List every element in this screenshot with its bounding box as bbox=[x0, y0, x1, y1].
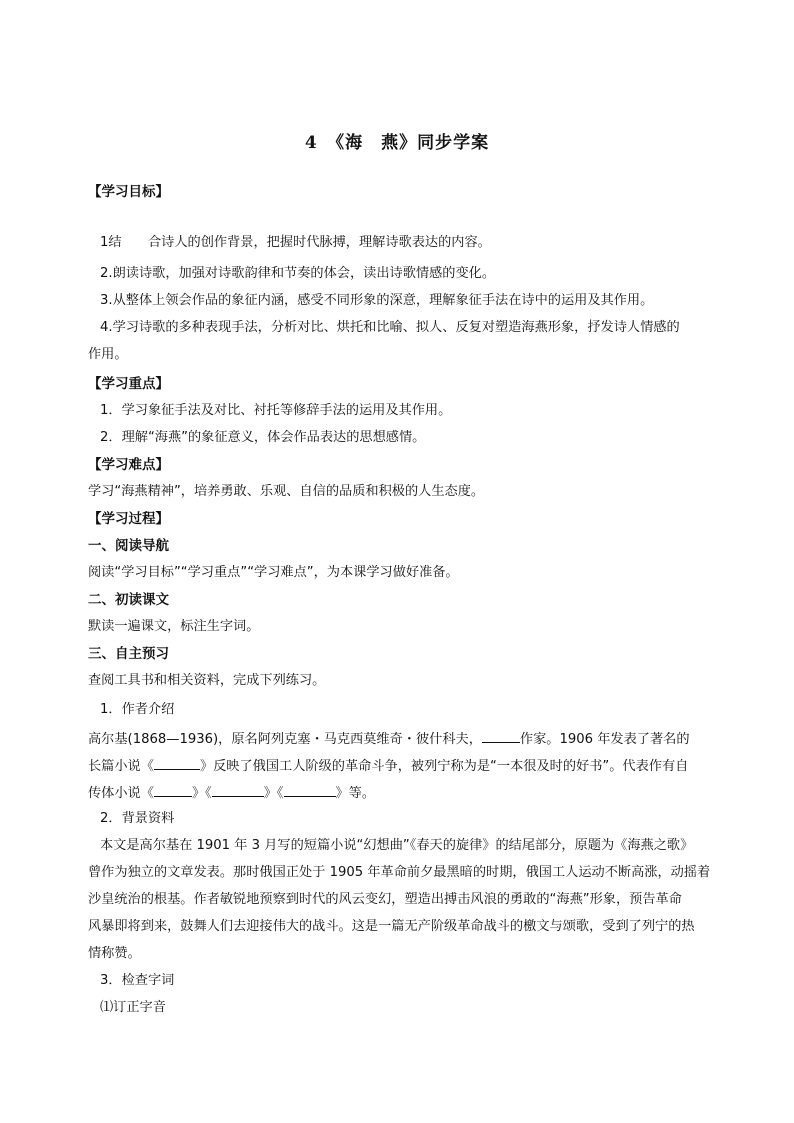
difficulties-heading: 【学习难点】 bbox=[88, 457, 169, 473]
autobiography-blank-1[interactable] bbox=[154, 782, 192, 797]
author-line-1-text-b: 作家。1906 年发表了著名的 bbox=[519, 732, 690, 747]
objective-item-3: 3.从整体上领会作品的象征内涵，感受不同形象的深意，理解象征手法在诗中的运用及其作用。 bbox=[100, 293, 654, 308]
author-line-3-text-c: 》《 bbox=[263, 786, 284, 801]
author-line-3-text-d: 》等。 bbox=[335, 786, 376, 801]
key-point-item-2: 2．理解“海燕”的象征意义，体会作品表达的思想感情。 bbox=[100, 430, 426, 445]
novel-title-blank[interactable] bbox=[154, 755, 200, 770]
author-line-1-text-a: 高尔基(1868—1936)，原名阿列克塞・马克西莫维奇・彼什科夫， bbox=[88, 732, 482, 747]
check-words-sub: ⑴订正字音 bbox=[100, 1000, 166, 1015]
key-points-heading: 【学习重点】 bbox=[88, 376, 169, 392]
background-heading: 2．背景资料 bbox=[100, 811, 175, 826]
author-line-1 bbox=[88, 728, 728, 750]
nationality-blank[interactable] bbox=[482, 728, 520, 743]
author-line-3 bbox=[88, 782, 728, 804]
author-heading: 1．作者介绍 bbox=[100, 702, 175, 717]
objectives-heading: 【学习目标】 bbox=[88, 184, 169, 200]
background-line-1: 本文是高尔基在 1901 年 3 月写的短篇小说“幻想曲”《春天的旋律》的结尾部分，原题为《海燕之歌》 bbox=[100, 838, 694, 853]
objective-item-2: 2.朗读诗歌，加强对诗歌韵律和节奏的体会，读出诗歌情感的变化。 bbox=[100, 266, 496, 281]
difficulty-item-1: 学习“海燕精神”，培养勇敢、乐观、自信的品质和积极的人生态度。 bbox=[88, 484, 485, 499]
check-words-heading: 3．检查字词 bbox=[100, 973, 175, 988]
author-line-2-text-b: 》反映了俄国工人阶级的革命斗争，被列宁称为是“一本很及时的好书”。代表作有自 bbox=[199, 759, 689, 774]
objective-item-4: 4.学习诗歌的多种表现手法，分析对比、烘托和比喻、拟人、反复对塑造海燕形象，抒发诗人情感的 bbox=[100, 320, 680, 335]
process-heading: 【学习过程】 bbox=[88, 511, 169, 527]
background-line-4: 风暴即将到来，鼓舞人们去迎接伟大的战斗。这是一篇无产阶级革命战斗的檄文与颂歌，受到了列宁的热 bbox=[88, 919, 695, 934]
background-line-5: 情称赞。 bbox=[88, 946, 141, 961]
key-point-item-1: 1．学习象征手法及对比、衬托等修辞手法的运用及其作用。 bbox=[100, 403, 452, 418]
author-line-3-text-a: 传体小说《 bbox=[88, 786, 154, 801]
autobiography-blank-2[interactable] bbox=[212, 782, 264, 797]
background-line-3: 沙皇统治的根基。作者敏锐地预察到时代的风云变幻，塑造出搏击风浪的勇敢的“海燕”形象，预告革命 bbox=[88, 892, 682, 907]
page-title: 4 《海 燕》同步学案 bbox=[304, 133, 490, 153]
autobiography-blank-3[interactable] bbox=[284, 782, 336, 797]
author-line-2-text-a: 长篇小说《 bbox=[88, 759, 154, 774]
section1-text: 阅读“学习目标”“学习重点”“学习难点”，为本课学习做好准备。 bbox=[88, 565, 459, 580]
author-line-2 bbox=[88, 755, 728, 777]
section3-heading: 三、自主预习 bbox=[88, 646, 169, 662]
section2-text: 默读一遍课文，标注生字词。 bbox=[88, 619, 260, 634]
section1-heading: 一、阅读导航 bbox=[88, 538, 169, 554]
objective-item-1: 1结 合诗人的创作背景，把握时代脉搏，理解诗歌表达的内容。 bbox=[100, 235, 491, 250]
background-line-2: 曾作为独立的文章发表。那时俄国正处于 1905 年革命前夕最黑暗的时期，俄国工人运动不断高涨，动摇着 bbox=[88, 865, 711, 880]
section2-heading: 二、初读课文 bbox=[88, 592, 169, 608]
author-line-3-text-b: 》《 bbox=[191, 786, 212, 801]
objective-item-4-cont: 作用。 bbox=[88, 347, 128, 362]
section3-text: 查阅工具书和相关资料，完成下列练习。 bbox=[88, 673, 326, 688]
